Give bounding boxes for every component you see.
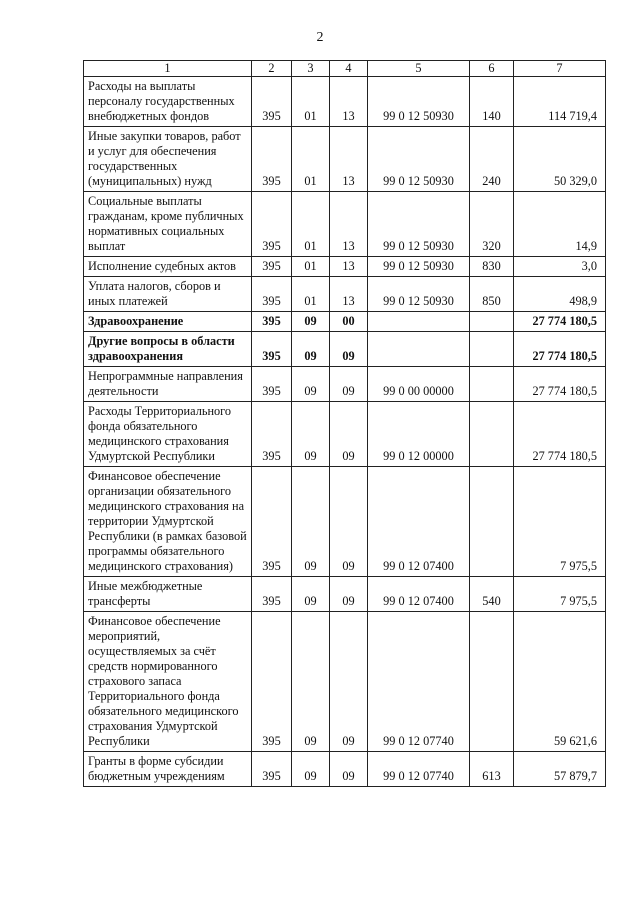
section-cell: 395 <box>252 127 292 192</box>
target-article-cell: 99 0 00 00000 <box>368 367 470 402</box>
subdivision-cell: 00 <box>330 312 368 332</box>
subdivision-cell: 09 <box>330 367 368 402</box>
division-cell: 09 <box>292 577 330 612</box>
section-cell: 395 <box>252 752 292 787</box>
amount-cell: 14,9 <box>514 192 606 257</box>
subdivision-cell: 13 <box>330 257 368 277</box>
subdivision-cell: 13 <box>330 277 368 312</box>
table-row <box>84 467 606 577</box>
column-header: 6 <box>470 61 514 77</box>
expense-type-cell <box>470 612 514 752</box>
name-cell: Непрограммные направления деятельности <box>84 367 252 402</box>
name-cell: Здравоохранение <box>84 312 252 332</box>
expense-type-cell: 830 <box>470 257 514 277</box>
division-cell: 09 <box>292 402 330 467</box>
expense-type-cell <box>470 467 514 577</box>
target-article-cell: 99 0 12 07400 <box>368 467 470 577</box>
table-row <box>84 257 606 277</box>
section-cell: 395 <box>252 312 292 332</box>
amount-cell: 57 879,7 <box>514 752 606 787</box>
subdivision-cell: 09 <box>330 467 368 577</box>
target-article-cell: 99 0 12 07740 <box>368 752 470 787</box>
table-row <box>84 77 606 127</box>
name-cell: Другие вопросы в области здравоохранения <box>84 332 252 367</box>
section-cell: 395 <box>252 332 292 367</box>
division-cell: 09 <box>292 312 330 332</box>
name-cell: Расходы на выплаты персоналу государственных внебюджетных фондов <box>84 77 252 127</box>
expense-type-cell: 613 <box>470 752 514 787</box>
table-row <box>84 752 606 787</box>
subdivision-cell: 09 <box>330 332 368 367</box>
column-header: 3 <box>292 61 330 77</box>
name-cell: Финансовое обеспечение мероприятий, осуществляемых за счёт средств нормированного страхового запаса Территориального фонда обязательного медицинского страхования Удмуртской Республики <box>84 612 252 752</box>
expense-type-cell <box>470 332 514 367</box>
name-cell: Финансовое обеспечение организации обязательного медицинского страхования на территории Удмуртской Республики (в рамках базовой программы обязательного медицинского страхования) <box>84 467 252 577</box>
subdivision-cell: 09 <box>330 577 368 612</box>
amount-cell: 27 774 180,5 <box>514 312 606 332</box>
name-cell: Иные межбюджетные трансферты <box>84 577 252 612</box>
subdivision-cell: 13 <box>330 127 368 192</box>
table-row <box>84 367 606 402</box>
subdivision-cell: 09 <box>330 752 368 787</box>
amount-cell: 7 975,5 <box>514 467 606 577</box>
subdivision-cell: 09 <box>330 402 368 467</box>
expense-type-cell: 240 <box>470 127 514 192</box>
target-article-cell: 99 0 12 50930 <box>368 192 470 257</box>
table-row <box>84 577 606 612</box>
division-cell: 01 <box>292 257 330 277</box>
column-header: 5 <box>368 61 470 77</box>
expense-type-cell <box>470 402 514 467</box>
amount-cell: 114 719,4 <box>514 77 606 127</box>
expense-type-cell <box>470 367 514 402</box>
expense-type-cell: 540 <box>470 577 514 612</box>
page-number: 2 <box>316 30 324 45</box>
expense-type-cell: 850 <box>470 277 514 312</box>
column-header: 7 <box>514 61 606 77</box>
table-row <box>84 127 606 192</box>
name-cell: Расходы Территориального фонда обязательного медицинского страхования Удмуртской Республики <box>84 402 252 467</box>
division-cell: 09 <box>292 752 330 787</box>
table-row <box>84 312 606 332</box>
target-article-cell: 99 0 12 50930 <box>368 127 470 192</box>
subdivision-cell: 13 <box>330 77 368 127</box>
target-article-cell: 99 0 12 50930 <box>368 257 470 277</box>
subdivision-cell: 13 <box>330 192 368 257</box>
column-header: 1 <box>84 61 252 77</box>
expense-type-cell <box>470 312 514 332</box>
header-row <box>84 61 606 77</box>
amount-cell: 27 774 180,5 <box>514 332 606 367</box>
section-cell: 395 <box>252 77 292 127</box>
name-cell: Иные закупки товаров, работ и услуг для обеспечения государственных (муниципальных) нужд <box>84 127 252 192</box>
table-row <box>84 332 606 367</box>
target-article-cell: 99 0 12 50930 <box>368 277 470 312</box>
target-article-cell <box>368 312 470 332</box>
section-cell: 395 <box>252 402 292 467</box>
division-cell: 09 <box>292 332 330 367</box>
division-cell: 09 <box>292 367 330 402</box>
section-cell: 395 <box>252 577 292 612</box>
name-cell: Социальные выплаты гражданам, кроме публичных нормативных социальных выплат <box>84 192 252 257</box>
section-cell: 395 <box>252 257 292 277</box>
expense-type-cell: 320 <box>470 192 514 257</box>
target-article-cell <box>368 332 470 367</box>
division-cell: 01 <box>292 77 330 127</box>
name-cell: Исполнение судебных актов <box>84 257 252 277</box>
table-row <box>84 402 606 467</box>
amount-cell: 7 975,5 <box>514 577 606 612</box>
target-article-cell: 99 0 12 00000 <box>368 402 470 467</box>
name-cell: Уплата налогов, сборов и иных платежей <box>84 277 252 312</box>
table-row <box>84 277 606 312</box>
expense-type-cell: 140 <box>470 77 514 127</box>
target-article-cell: 99 0 12 50930 <box>368 77 470 127</box>
section-cell: 395 <box>252 192 292 257</box>
section-cell: 395 <box>252 277 292 312</box>
target-article-cell: 99 0 12 07400 <box>368 577 470 612</box>
target-article-cell: 99 0 12 07740 <box>368 612 470 752</box>
section-cell: 395 <box>252 612 292 752</box>
subdivision-cell: 09 <box>330 612 368 752</box>
amount-cell: 498,9 <box>514 277 606 312</box>
section-cell: 395 <box>252 467 292 577</box>
column-header: 2 <box>252 61 292 77</box>
name-cell: Гранты в форме субсидии бюджетным учреждениям <box>84 752 252 787</box>
amount-cell: 50 329,0 <box>514 127 606 192</box>
division-cell: 09 <box>292 612 330 752</box>
table-row <box>84 612 606 752</box>
column-header: 4 <box>330 61 368 77</box>
amount-cell: 27 774 180,5 <box>514 402 606 467</box>
section-cell: 395 <box>252 367 292 402</box>
budget-table <box>83 60 606 787</box>
amount-cell: 59 621,6 <box>514 612 606 752</box>
division-cell: 01 <box>292 277 330 312</box>
amount-cell: 3,0 <box>514 257 606 277</box>
table-row <box>84 192 606 257</box>
division-cell: 01 <box>292 192 330 257</box>
division-cell: 09 <box>292 467 330 577</box>
amount-cell: 27 774 180,5 <box>514 367 606 402</box>
division-cell: 01 <box>292 127 330 192</box>
